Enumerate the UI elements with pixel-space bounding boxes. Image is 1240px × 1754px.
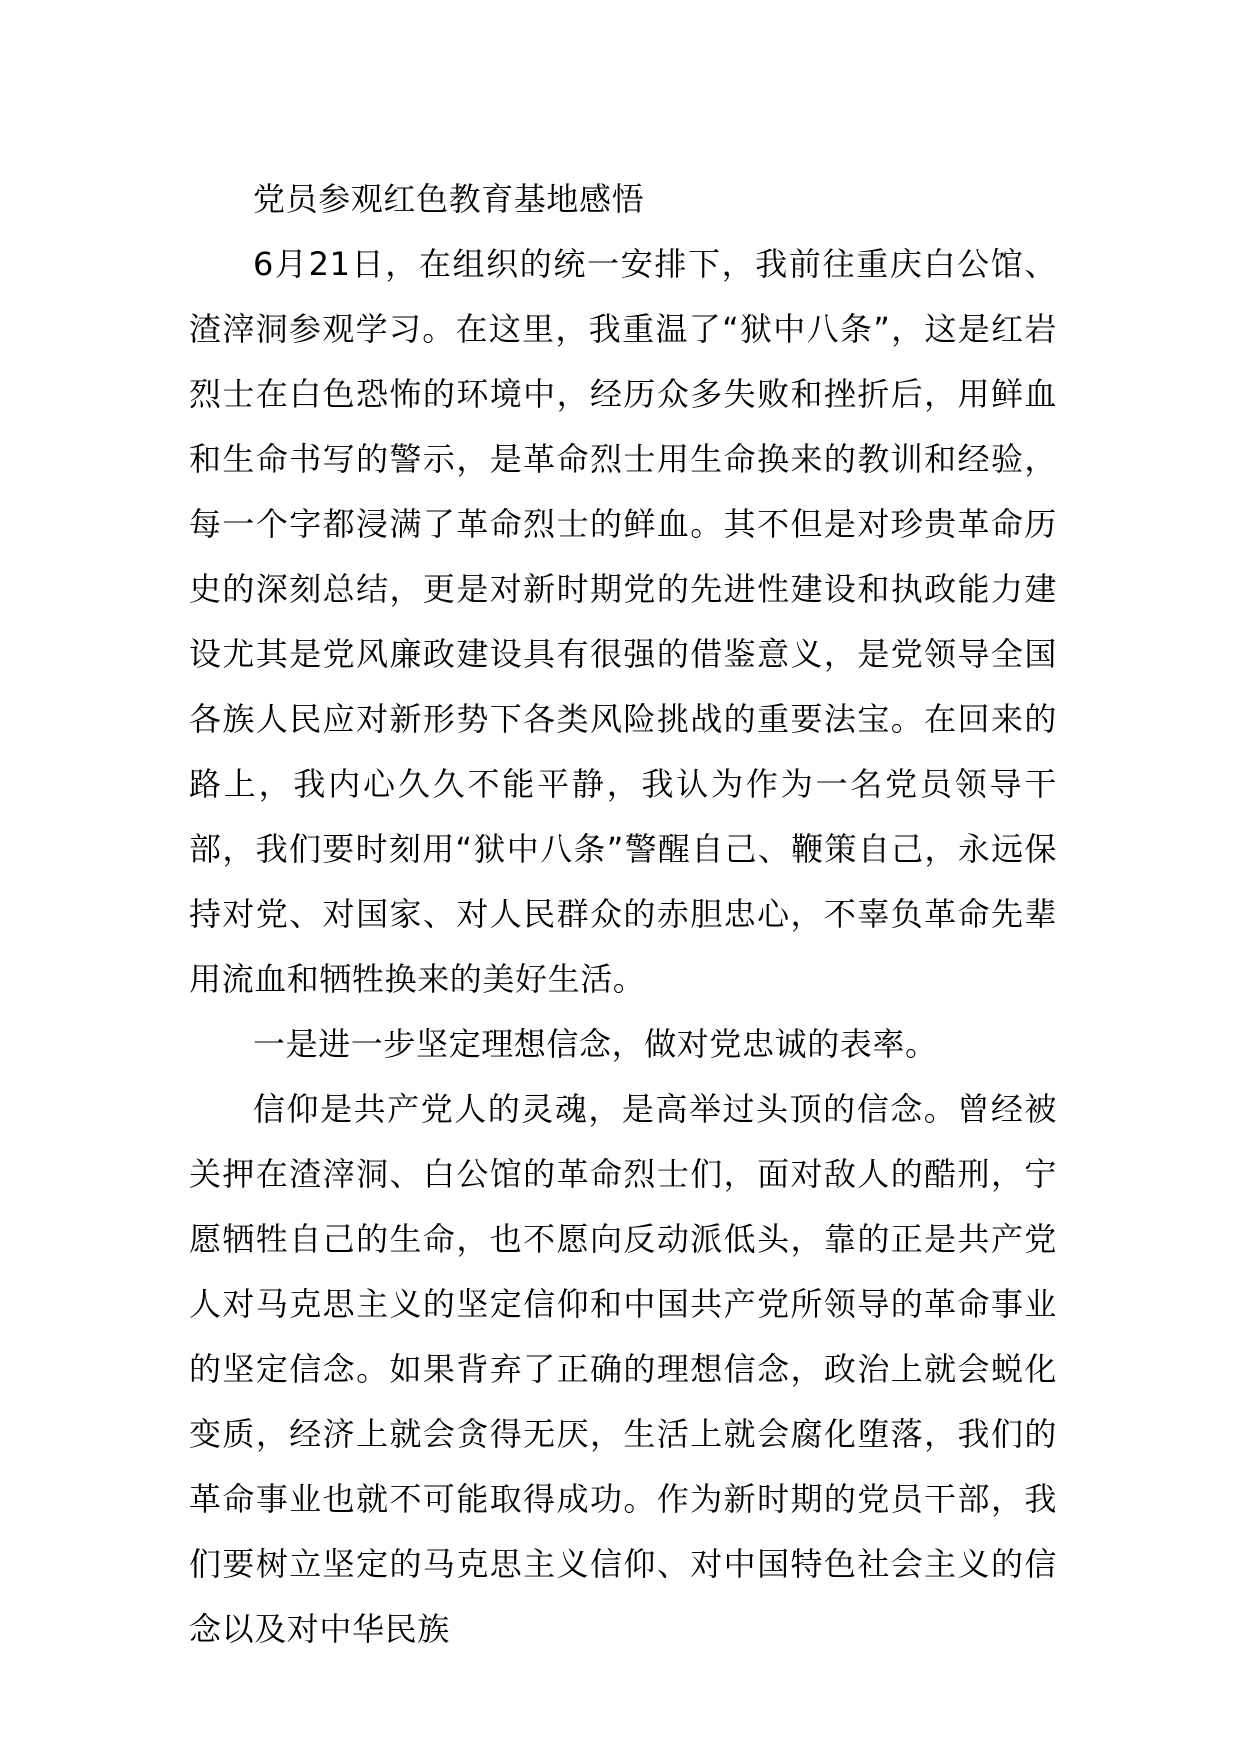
document-title: 党员参观红色教育基地感悟 [253, 180, 645, 218]
paragraph-ideals-belief: 信仰是共产党人的灵魂，是高举过头顶的信念。曾经被关押在渣滓洞、白公馆的革命烈士们，面对敌人的酷刑，宁愿牺牲自己的生命，也不愿向反动派低头，靠的正是共产党人对马克思主义的坚定信仰和中国共产党所领导的革命事业的坚定信念。如果背弃了正确的理想信念，政治上就会蜕化变质，经济上就会贪得无厌，生活上就会腐化堕落，我们的革命事业也就不可能取得成功。作为新时期的党员干部，我们要树立坚定的马克思主义信仰、对中国特色社会主义的信念以及对中华民族 [189, 1090, 1057, 1648]
paragraph-section-heading-1: 一是进一步坚定理想信念，做对党忠诚的表率。 [253, 1025, 938, 1063]
paragraph-visit-summary: 6月21日，在组织的统一安排下，我前往重庆白公馆、渣滓洞参观学习。在这里，我重温了“狱中八条”，这是红岩烈士在白色恐怖的环境中，经历众多失败和挫折后，用鲜血和生命书写的警示，是革命烈士用生命换来的教训和经验，每一个字都浸满了革命烈士的鲜血。其不但是对珍贵革命历史的深刻总结，更是对新时期党的先进性建设和执政能力建设尤其是党风廉政建设具有很强的借鉴意义，是党领导全国各族人民应对新形势下各类风险挑战的重要法宝。在回来的路上，我内心久久不能平静，我认为作为一名党员领导干部，我们要时刻用“狱中八条”警醒自己、鞭策自己，永远保持对党、对国家、对人民群众的赤胆忠心，不辜负革命先辈用流血和牺牲换来的美好生活。 [189, 245, 1057, 998]
document-body [189, 167, 1057, 1662]
